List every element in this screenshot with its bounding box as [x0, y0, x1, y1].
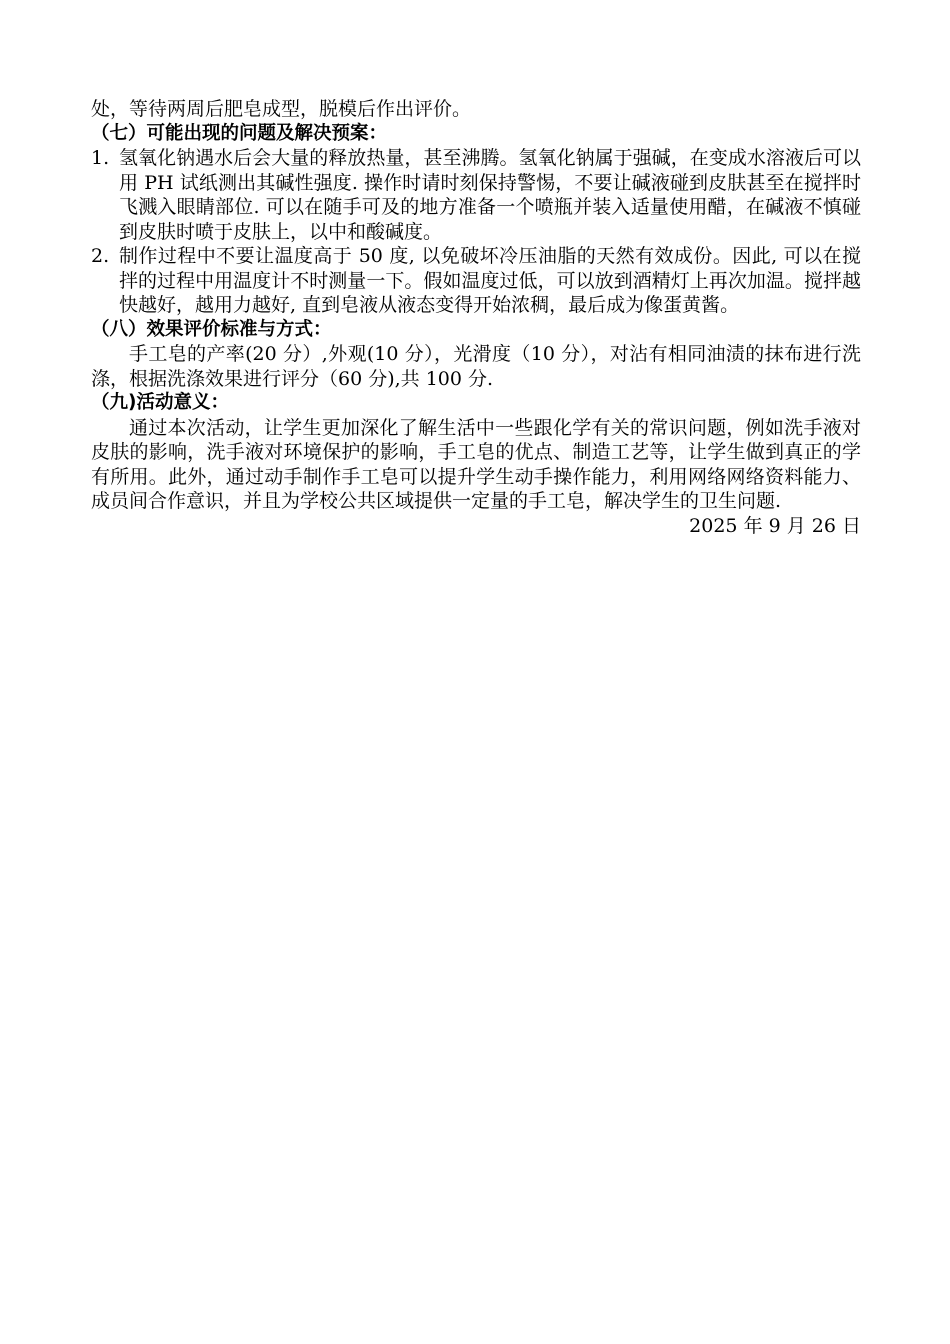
section-9-heading: （九)活动意义： [91, 392, 229, 413]
problem-list [91, 146, 861, 318]
list-item [91, 146, 861, 244]
list-item [91, 244, 861, 318]
document-date: 2025 年 9 月 26 日 [689, 514, 861, 537]
section-7-heading: （七）可能出现的问题及解决预案： [91, 122, 388, 144]
intro-line: 处，等待两周后肥皂成型，脱模后作出评价。 [91, 98, 472, 120]
section-8-paragraph: 手工皂的产率(20 分）,外观(10 分），光滑度（10 分），对沾有相同油渍的抹布进行洗涤，根据洗涤效果进行评分（60 分),共 100 分. [91, 343, 861, 390]
list-item-text: 制作过程中不要让温度高于 50 度, 以免破坏冷压油脂的天然有效成份。因此, 可以在搅拌的过程中用温度计不时测量一下。假如温度过低，可以放到酒精灯上再次加温。搅拌越快越好，越用力越好, 直到皂液从液态变得开始浓稠，最后成为像蛋黄酱。 [119, 245, 861, 316]
section-9-paragraph: 通过本次活动，让学生更加深化了解生活中一些跟化学有关的常识问题，例如洗手液对皮肤的影响，洗手液对环境保护的影响，手工皂的优点、制造工艺等，让学生做到真正的学有所用。此外，通过动手制作手工皂可以提升学生动手操作能力，利用网络网络资料能力、成员间合作意识，并且为学校公共区域提供一定量的手工皂，解决学生的卫生问题. [91, 416, 861, 512]
list-marker: 2. [91, 245, 110, 267]
list-item-text: 氢氧化钠遇水后会大量的释放热量，甚至沸腾。氢氧化钠属于强碱，在变成水溶液后可以用 PH 试纸测出其碱性强度. 操作时请时刻保持警惕，不要让碱液碰到皮肤甚至在搅拌时飞溅入眼睛部位. 可以在随手可及的地方准备一个喷瓶并装入适量使用醋，在碱液不慎碰到皮肤时喷于皮肤上，以中和酸碱度。 [119, 147, 861, 243]
list-marker: 1. [91, 147, 110, 169]
document-page [91, 97, 861, 538]
section-8-heading: （八）效果评价标准与方式： [91, 318, 332, 340]
